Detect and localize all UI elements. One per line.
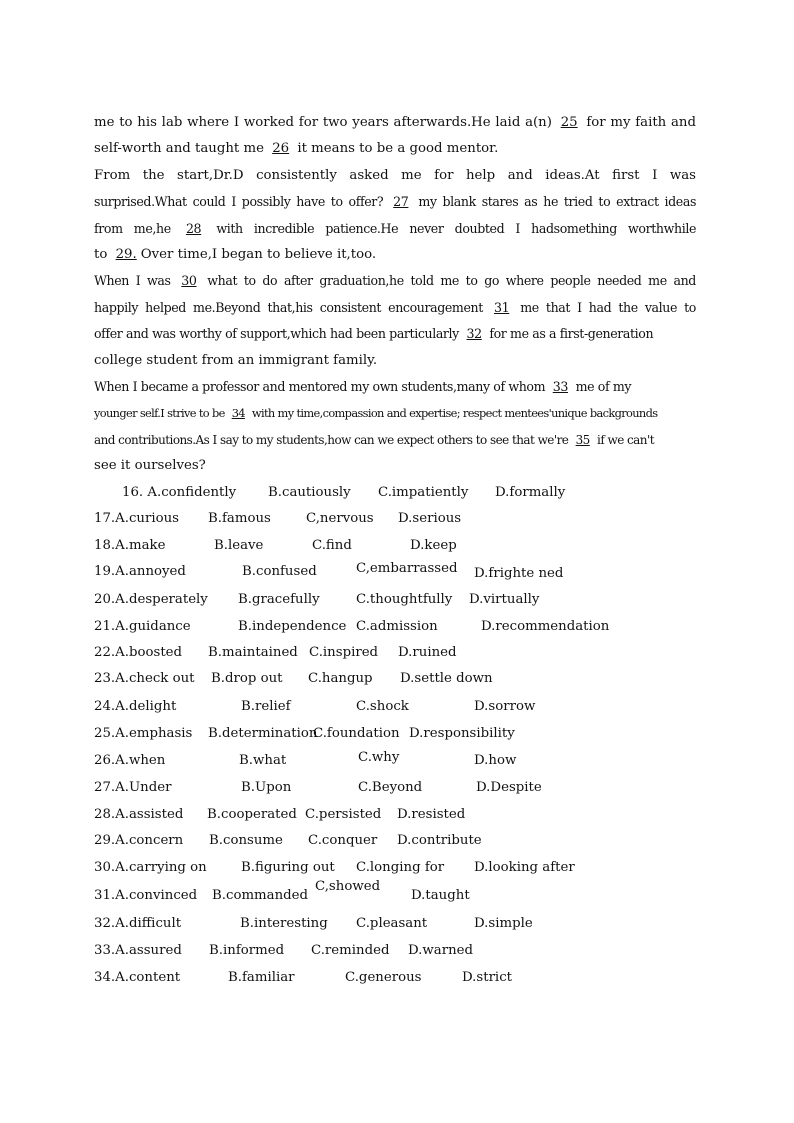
blank-number: 33 bbox=[552, 379, 568, 394]
option-c: C.generous bbox=[345, 970, 422, 985]
option-d: D.formally bbox=[495, 485, 566, 500]
blank-number: 28 bbox=[185, 221, 202, 236]
passage-text: what to do after graduation,he told me to go where people needed me and bbox=[207, 273, 696, 288]
option-a: 32.A.difficult bbox=[94, 916, 182, 931]
question-row bbox=[0, 859, 794, 877]
option-b: B.Upon bbox=[241, 780, 292, 795]
option-b: B.determination bbox=[208, 726, 318, 741]
option-b: B.figuring out bbox=[241, 860, 335, 875]
passage-line bbox=[94, 220, 696, 238]
passage-text: my blank stares as he tried to extract ideas bbox=[418, 194, 697, 209]
option-d: D.recommendation bbox=[481, 619, 610, 634]
option-a: 16. A.confidently bbox=[122, 485, 237, 500]
option-a: 27.A.Under bbox=[94, 780, 172, 795]
option-d: D.Despite bbox=[476, 780, 542, 795]
passage-text: When I became a professor and mentored my own students,many of whom bbox=[94, 379, 546, 394]
option-c: C.foundation bbox=[313, 726, 400, 741]
option-b: B.independence bbox=[238, 619, 347, 634]
option-d: D.how bbox=[474, 753, 517, 768]
passage-text: me that I had the value to bbox=[520, 300, 696, 315]
option-d: D.keep bbox=[410, 538, 457, 553]
blank-number: 27 bbox=[393, 194, 409, 209]
option-c: C,showed bbox=[315, 879, 381, 894]
option-a: 22.A.boosted bbox=[94, 645, 183, 660]
blank-number: 31 bbox=[493, 300, 510, 315]
option-a: 30.A.carrying on bbox=[94, 860, 207, 875]
option-d: D.settle down bbox=[400, 671, 493, 686]
option-a: 34.A.content bbox=[94, 970, 181, 985]
option-b: B.informed bbox=[209, 943, 285, 958]
passage-text: me of my bbox=[575, 379, 632, 394]
option-a: 23.A.check out bbox=[94, 671, 195, 686]
passage-line bbox=[94, 299, 696, 317]
option-c: C.persisted bbox=[305, 807, 382, 822]
option-d: D.contribute bbox=[397, 833, 482, 848]
question-row bbox=[0, 725, 794, 743]
option-c: C.conquer bbox=[308, 833, 378, 848]
option-b: B.commanded bbox=[212, 888, 309, 903]
option-b: B.leave bbox=[214, 538, 264, 553]
option-c: C.find bbox=[312, 538, 352, 553]
blank-number: 32 bbox=[466, 326, 482, 341]
option-b: B.what bbox=[239, 753, 287, 768]
question-row bbox=[0, 806, 794, 824]
passage-line bbox=[94, 246, 696, 264]
question-row bbox=[0, 591, 794, 609]
passage-text: it means to be a good mentor. bbox=[297, 141, 499, 156]
passage-line bbox=[94, 325, 696, 343]
passage-text: for me as a first-generation bbox=[489, 326, 654, 341]
option-c: C.pleasant bbox=[356, 916, 428, 931]
blank-number: 29. bbox=[115, 247, 137, 262]
passage-text: younger self.I strive to be bbox=[94, 406, 225, 420]
passage-line: college student from an immigrant family. bbox=[94, 353, 378, 368]
passage-line bbox=[94, 140, 696, 158]
passage-line: see it ourselves? bbox=[94, 458, 206, 473]
option-b: B.gracefully bbox=[238, 592, 320, 607]
passage-line bbox=[94, 431, 696, 449]
option-a: 25.A.emphasis bbox=[94, 726, 193, 741]
question-row bbox=[0, 698, 794, 716]
option-a: 20.A.desperately bbox=[94, 592, 208, 607]
blank-number: 25 bbox=[560, 115, 578, 130]
question-row bbox=[0, 537, 794, 555]
passage-text: for my faith and bbox=[586, 115, 696, 130]
option-d: D.taught bbox=[411, 888, 470, 903]
option-c: C.Beyond bbox=[358, 780, 423, 795]
option-c: C.reminded bbox=[311, 943, 390, 958]
option-d: D.simple bbox=[474, 916, 533, 931]
passage-text: self-worth and taught me bbox=[94, 141, 264, 156]
option-c: C.impatiently bbox=[378, 485, 469, 500]
option-c: C.inspired bbox=[309, 645, 379, 660]
passage-text: Over time,I began to believe it,too. bbox=[140, 247, 377, 262]
option-c: C.hangup bbox=[308, 671, 373, 686]
option-a: 17.A.curious bbox=[94, 511, 179, 526]
passage-text: When I was bbox=[94, 273, 171, 288]
option-c: C,nervous bbox=[306, 511, 374, 526]
passage-line bbox=[94, 114, 696, 132]
passage-line bbox=[94, 404, 696, 422]
question-row bbox=[0, 879, 794, 905]
option-b: B.drop out bbox=[211, 671, 283, 686]
option-a: 21.A.guidance bbox=[94, 619, 191, 634]
option-a: 33.A.assured bbox=[94, 943, 182, 958]
question-row bbox=[0, 942, 794, 960]
question-row bbox=[0, 752, 794, 770]
passage-text: happily helped me.Beyond that,his consistent encouragement bbox=[94, 300, 483, 315]
question-row bbox=[0, 832, 794, 850]
option-d: D.warned bbox=[408, 943, 474, 958]
option-a: 28.A.assisted bbox=[94, 807, 184, 822]
option-d: D.looking after bbox=[474, 860, 575, 875]
option-d: D.virtually bbox=[469, 592, 540, 607]
option-d: D.serious bbox=[398, 511, 462, 526]
passage-line: From the start,Dr.D consistently asked me for help and ideas.At first I was bbox=[94, 168, 696, 183]
option-c: C.admission bbox=[356, 619, 438, 634]
option-b: B.cooperated bbox=[207, 807, 297, 822]
option-c: C.longing for bbox=[356, 860, 445, 875]
passage-text: with my time,compassion and expertise; respect mentees'unique backgrounds bbox=[251, 406, 658, 420]
question-row bbox=[0, 510, 794, 528]
option-d: D.frighte ned bbox=[474, 566, 564, 581]
option-b: B.familiar bbox=[228, 970, 295, 985]
option-b: B.confused bbox=[242, 564, 317, 579]
option-b: B.maintained bbox=[208, 645, 298, 660]
question-row bbox=[0, 915, 794, 933]
question-row bbox=[0, 779, 794, 797]
passage-text: and contributions.As I say to my students,how can we expect others to see that we're bbox=[94, 433, 569, 447]
blank-number: 26 bbox=[272, 141, 290, 156]
option-d: D.responsibility bbox=[409, 726, 515, 741]
option-b: B.interesting bbox=[240, 916, 328, 931]
option-d: D.sorrow bbox=[474, 699, 536, 714]
option-b: B.consume bbox=[209, 833, 283, 848]
option-c: C,embarrassed bbox=[356, 561, 458, 576]
option-a: 24.A.delight bbox=[94, 699, 177, 714]
question-row bbox=[0, 969, 794, 987]
option-a: 19.A.annoyed bbox=[94, 564, 186, 579]
blank-number: 34 bbox=[231, 406, 245, 420]
option-c: C.thoughtfully bbox=[356, 592, 453, 607]
option-c: C.shock bbox=[356, 699, 409, 714]
passage-text: to bbox=[94, 247, 108, 262]
option-d: D.resisted bbox=[397, 807, 466, 822]
question-row bbox=[0, 644, 794, 662]
question-row bbox=[0, 563, 794, 581]
blank-number: 30 bbox=[181, 273, 197, 288]
passage-line bbox=[94, 378, 696, 396]
passage-text: surprised.What could I possibly have to offer? bbox=[94, 194, 384, 209]
option-a: 18.A.make bbox=[94, 538, 166, 553]
option-b: B.cautiously bbox=[268, 485, 351, 500]
passage-text: me to his lab where I worked for two years afterwards.He laid a(n) bbox=[94, 115, 552, 130]
option-b: B.famous bbox=[208, 511, 271, 526]
passage-line bbox=[94, 193, 696, 211]
question-row bbox=[0, 618, 794, 636]
option-c: C.why bbox=[358, 750, 400, 765]
option-d: D.strict bbox=[462, 970, 512, 985]
passage-line bbox=[94, 272, 696, 290]
question-row bbox=[0, 670, 794, 688]
passage-text: from me,he bbox=[94, 221, 171, 236]
option-a: 31.A.convinced bbox=[94, 888, 198, 903]
blank-number: 35 bbox=[575, 433, 590, 447]
option-d: D.ruined bbox=[398, 645, 457, 660]
question-row bbox=[0, 484, 794, 502]
option-a: 29.A.concern bbox=[94, 833, 184, 848]
passage-text: offer and was worthy of support,which had been particularly bbox=[94, 326, 459, 341]
passage-text: with incredible patience.He never doubted I hadsomething worthwhile bbox=[216, 221, 697, 236]
option-b: B.relief bbox=[241, 699, 291, 714]
option-a: 26.A.when bbox=[94, 753, 166, 768]
passage-text: if we can't bbox=[597, 433, 654, 447]
